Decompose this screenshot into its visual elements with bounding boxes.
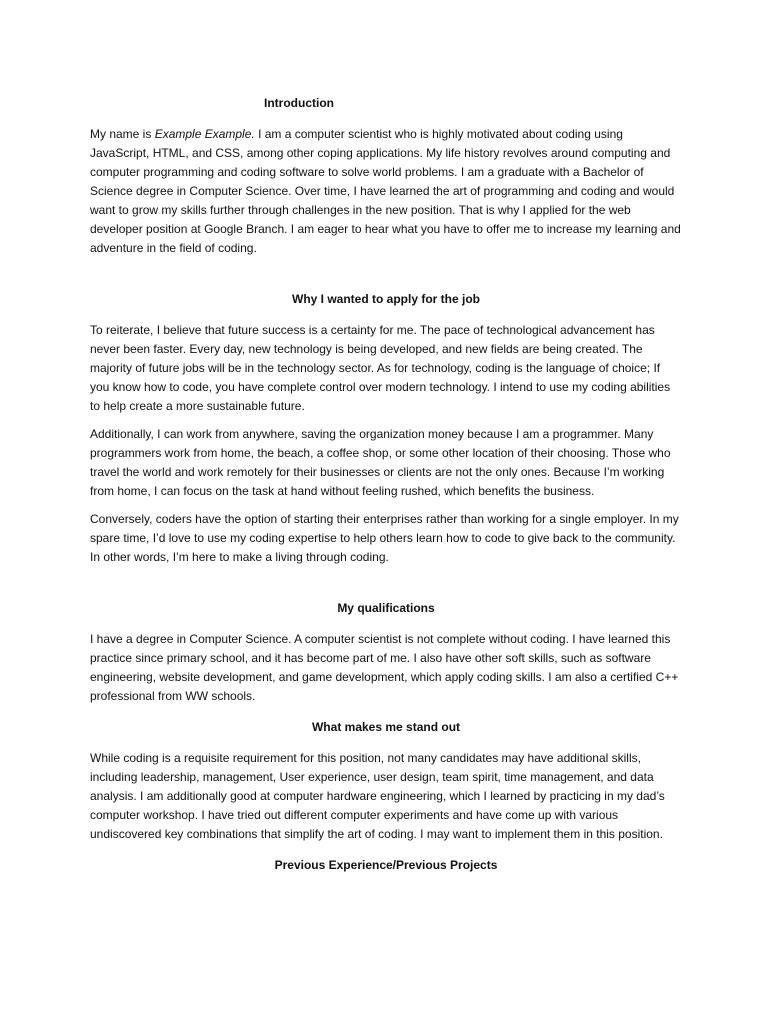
why-paragraph-1: To reiterate, I believe that future success is a certainty for me. The pace of technological advancement has never been faster. Every day, new technology is being developed, and new fields are being created. The majority of future jobs will be in the technology sector. As for technology, coding is the language of choice; If you know how to code, you have complete control over modern technology. I intend to use my coding abilities to help create a more sustainable future. [90, 323, 671, 413]
heading-introduction: Introduction [264, 96, 334, 110]
qualifications-paragraph: I have a degree in Computer Science. A computer scientist is not complete without coding. I have learned this practice since primary school, and it has become part of me. I also have other soft skills, such as software engineering, website development, and game development, which apply coding skills. I am also a certified C++ professional from WW schools. [90, 632, 679, 703]
intro-name: Example Example. [154, 127, 255, 141]
heading-previous-experience: Previous Experience/Previous Projects [274, 858, 498, 872]
intro-text-start: My name is [90, 127, 155, 141]
why-paragraph-2: Additionally, I can work from anywhere, saving the organization money because I am a programmer. Many programmers work from home, the beach, a coffee shop, or some other location of their choosing. Those who travel the world and work remotely for their businesses or clients are not the only ones. Because I’m working from home, I can focus on the task at hand without feeling rushed, which benefits the business. [90, 427, 671, 498]
heading-why-apply: Why I wanted to apply for the job [292, 292, 480, 306]
why-paragraph-3: Conversely, coders have the option of starting their enterprises rather than working for a single employer. In my spare time, I’d love to use my coding expertise to help others learn how to code to give back to the community. In other words, I’m here to make a living through coding. [90, 512, 679, 564]
intro-text-rest: I am a computer scientist who is highly motivated about coding using JavaScript, HTML, and CSS, among other coping applications. My life history revolves around computing and computer programming and coding software to solve world problems. I am a graduate with a Bachelor of Science degree in Computer Science. Over time, I have learned the art of programming and coding and would want to grow my skills further through challenges in the new position. That is why I applied for the web developer position at Google Branch. I am eager to hear what you have to offer me to increase my learning and adventure in the field of coding. [90, 127, 681, 255]
heading-qualifications: My qualifications [337, 601, 435, 615]
intro-paragraph [90, 125, 682, 258]
standout-paragraph: While coding is a requisite requirement for this position, not many candidates may have additional skills, including leadership, management, User experience, user design, team spirit, time management, and data analysis. I am additionally good at computer hardware engineering, which I learned by practicing in my dad’s computer workshop. I have tried out different computer experiments and have come up with various undiscovered key combinations that simplify the art of coding. I may want to implement them in this position. [90, 751, 665, 841]
document-body [90, 95, 682, 873]
heading-stand-out: What makes me stand out [311, 720, 461, 734]
